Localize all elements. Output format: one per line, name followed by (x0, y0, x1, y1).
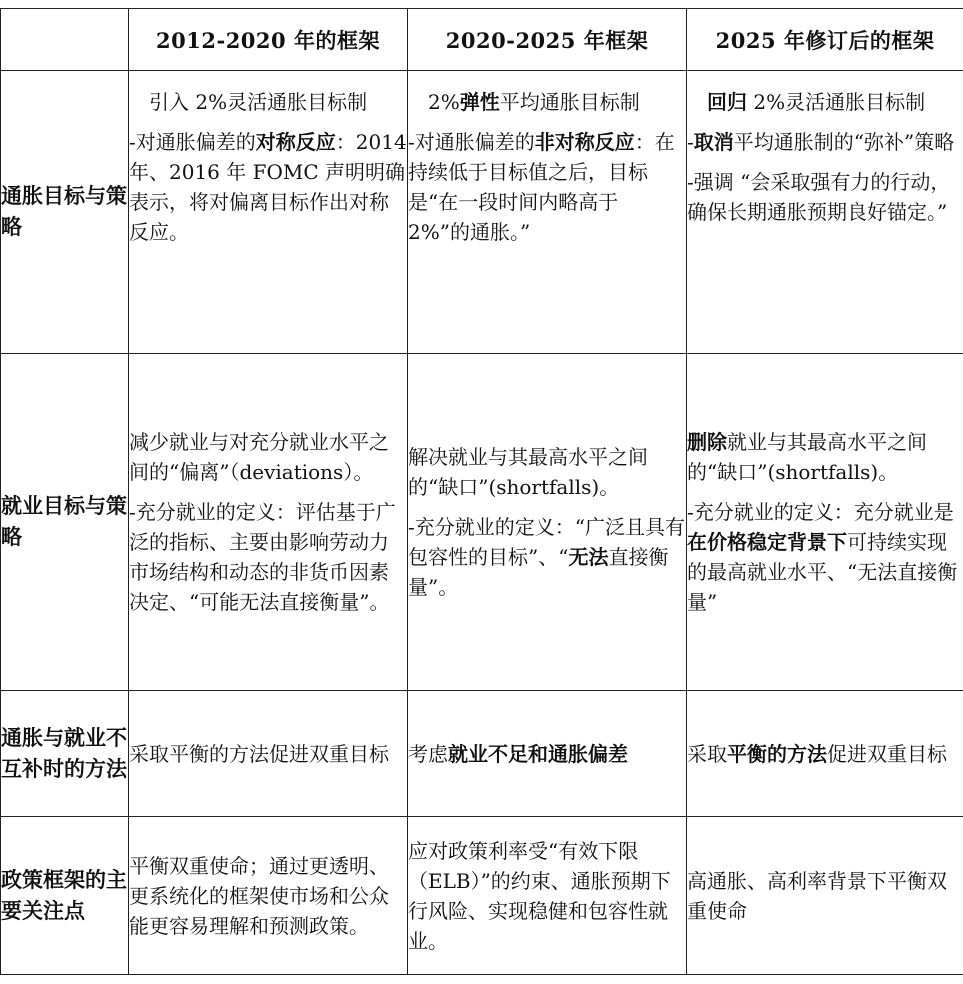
cell-text: 引入 2%灵活通胀目标制 (149, 90, 368, 114)
cell-text: 考虑就业不足和通胀偏差 (408, 741, 628, 766)
cell-text: -对通胀偏差的非对称反应：在持续低于目标值之后，目标是“在一段时间内略高于 2%”的通胀。” (408, 130, 675, 244)
cell-employment-2020 (408, 354, 687, 691)
cell-text: 2%弹性平均通胀目标制 (428, 90, 640, 114)
cell-focus-2020 (408, 817, 687, 975)
cell-text: -对通胀偏差的对称反应：2014 年、2016 年 FOMC 声明明确表示，将对偏离目标作出对称反应。 (129, 130, 407, 244)
header-2020-2025: 2020-2025 年框架 (408, 9, 687, 71)
cell-text: -取消平均通胀制的“弥补”策略 (687, 130, 955, 154)
header-empty (1, 9, 129, 71)
cell-inflation-2020 (408, 71, 687, 354)
cell-text: 应对政策利率受“有效下限（ELB）”的约束、通胀预期下行风险、实现稳健和包容性就业。 (408, 838, 671, 953)
cell-focus-2012 (129, 817, 408, 975)
cell-text: 平衡双重使命；通过更透明、更系统化的框架使市场和公众能更容易理解和预测政策。 (129, 853, 389, 938)
cell-text: 解决就业与其最高水平之间的“缺口”(shortfalls)。 (408, 445, 648, 499)
table-row-approach (1, 691, 963, 817)
cell-text: 采取平衡的方法促进双重目标 (687, 741, 947, 766)
cell-inflation-2012 (129, 71, 408, 354)
cell-approach-2020 (408, 691, 687, 817)
cell-employment-2025 (687, 354, 963, 691)
cell-inflation-2025 (687, 71, 963, 354)
framework-comparison-table (0, 8, 963, 975)
header-row (1, 9, 963, 71)
cell-approach-2025 (687, 691, 963, 817)
table-row-employment (1, 354, 963, 691)
table-row-focus (1, 817, 963, 975)
row-label-inflation: 通胀目标与策略 (1, 71, 129, 354)
row-label-approach: 通胀与就业不互补时的方法 (1, 691, 129, 817)
cell-text: 高通胀、高利率背景下平衡双重使命 (687, 868, 947, 923)
table-row-inflation (1, 71, 963, 354)
cell-text: -充分就业的定义：充分就业是在价格稳定背景下可持续实现的最高就业水平、“无法直接衡量” (687, 500, 958, 614)
row-label-employment: 就业目标与策略 (1, 354, 129, 691)
cell-text: -充分就业的定义：“广泛且具有包容性的目标”、“无法直接衡量”。 (408, 515, 685, 599)
cell-text: 采取平衡的方法促进双重目标 (129, 741, 389, 766)
cell-text: 删除就业与其最高水平之间的“缺口”(shortfalls)。 (687, 430, 927, 484)
cell-text: -强调 “会采取强有力的行动，确保长期通胀预期良好锚定。” (687, 170, 951, 224)
cell-approach-2012 (129, 691, 408, 817)
header-2012-2020: 2012-2020 年的框架 (129, 9, 408, 71)
cell-text: -充分就业的定义：评估基于广泛的指标、主要由影响劳动力市场结构和动态的非货币因素决定、“可能无法直接衡量”。 (129, 500, 396, 614)
header-2025-revised: 2025 年修订后的框架 (687, 9, 963, 71)
row-label-focus: 政策框架的主要关注点 (1, 817, 129, 975)
cell-focus-2025 (687, 817, 963, 975)
cell-employment-2012 (129, 354, 408, 691)
cell-text: 减少就业与对充分就业水平之间的“偏离”（deviations）。 (129, 430, 389, 484)
cell-text: 回归 2%灵活通胀目标制 (707, 90, 926, 114)
